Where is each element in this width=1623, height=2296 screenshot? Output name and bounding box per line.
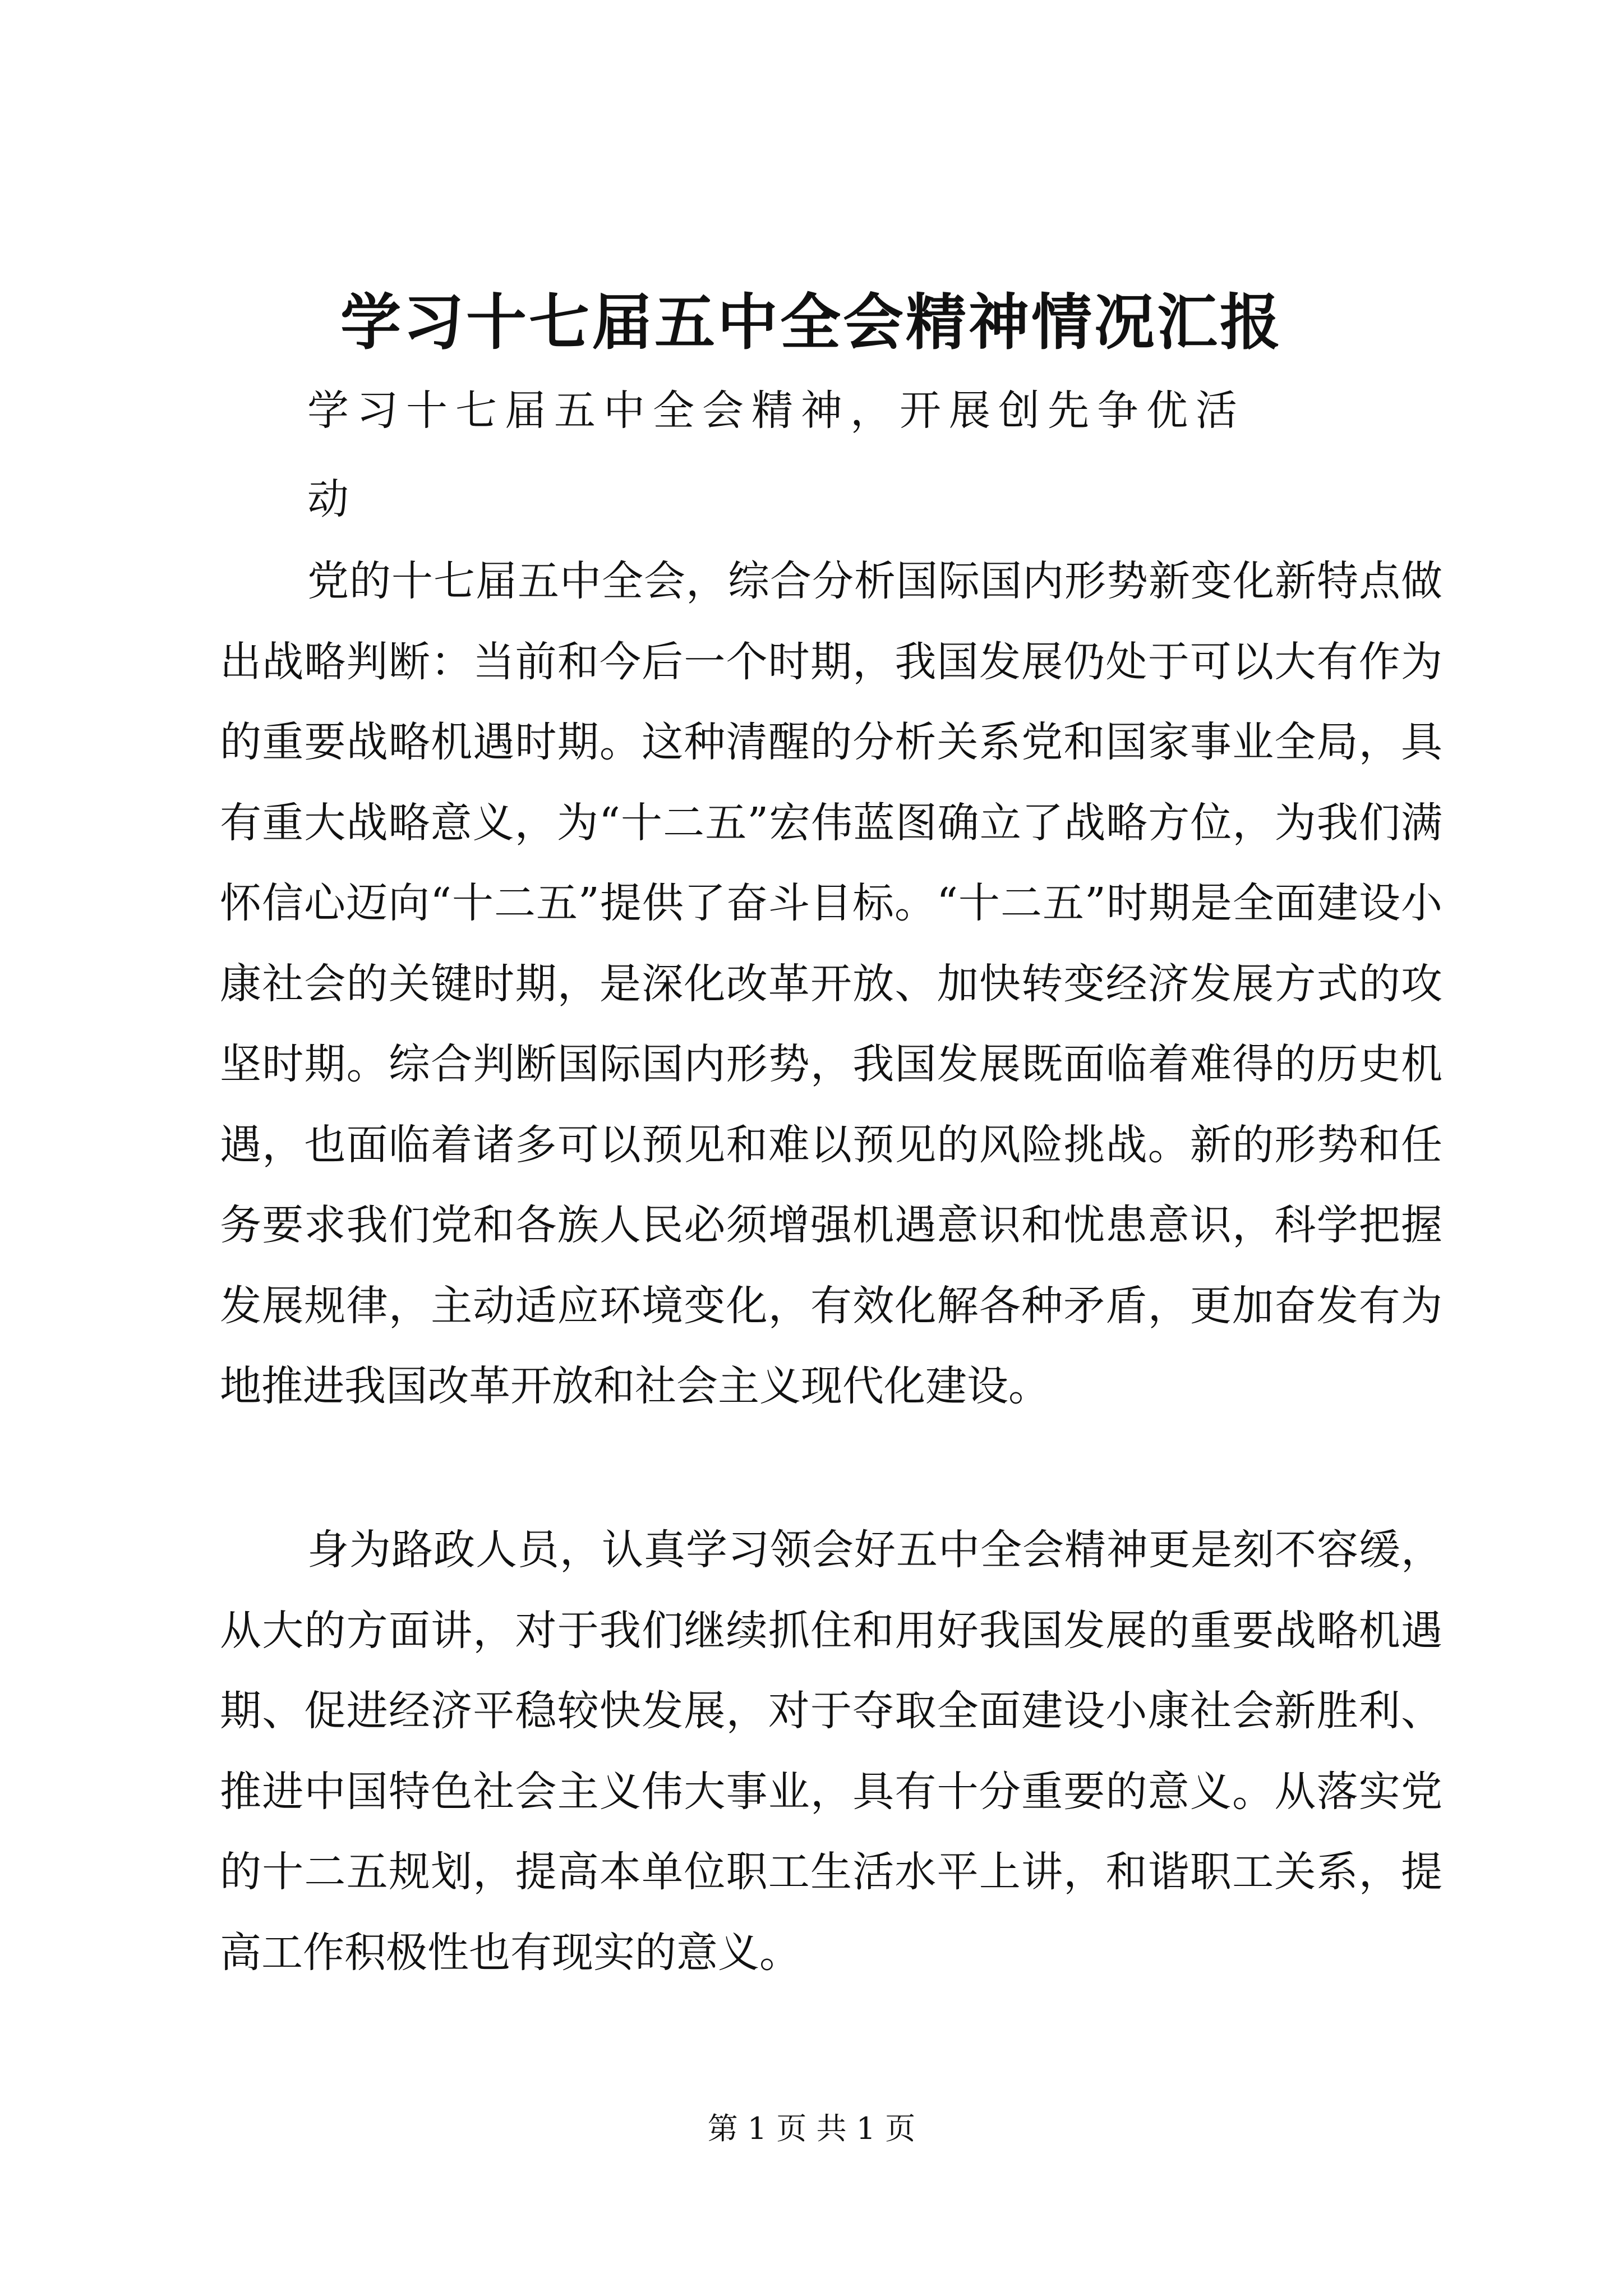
document-title: 学习十七届五中全会精神情况汇报 [340, 287, 1283, 358]
document-subtitle-continuation: 动 [307, 475, 349, 523]
document-subtitle: 学习十七届五中全会精神，开展创先争优活 [307, 386, 1245, 435]
body-paragraph-2: 身为路政人员，认真学习领会好五中全会精神更是刻不容缓，从大的方面讲，对于我们继续抓住和用好我国发展的重要战略机遇期、促进经济平稳较快发展，对于夺取全面建设小康社会新胜利、推进中国特色社会主义伟大事业，具有十分重要的意义。从落实党的十二五规划，提高本单位职工生活水平上讲，和谐职工关系，提高工作积极性也有现实的意义。 [220, 1526, 1442, 1977]
body-paragraph-1: 党的十七届五中全会，综合分析国际国内形势新变化新特点做出战略判断：当前和今后一个时期，我国发展仍处于可以大有作为的重要战略机遇时期。这种清醒的分析关系党和国家事业全局，具有重大战略意义，为“十二五”宏伟蓝图确立了战略方位，为我们满怀信心迈向“十二五”提供了奋斗目标。“十二五”时期是全面建设小康社会的关键时期，是深化改革开放、加快转变经济发展方式的攻坚时期。综合判断国际国内形势，我国发展既面临着难得的历史机遇，也面临着诸多可以预见和难以预见的风险挑战。新的形势和任务要求我们党和各族人民必须增强机遇意识和忧患意识，科学把握发展规律，主动适应环境变化，有效化解各种矛盾，更加奋发有为地推进我国改革开放和社会主义现代化建设。 [220, 557, 1442, 1410]
page-footer: 第 1 页 共 1 页 [707, 2111, 916, 2146]
